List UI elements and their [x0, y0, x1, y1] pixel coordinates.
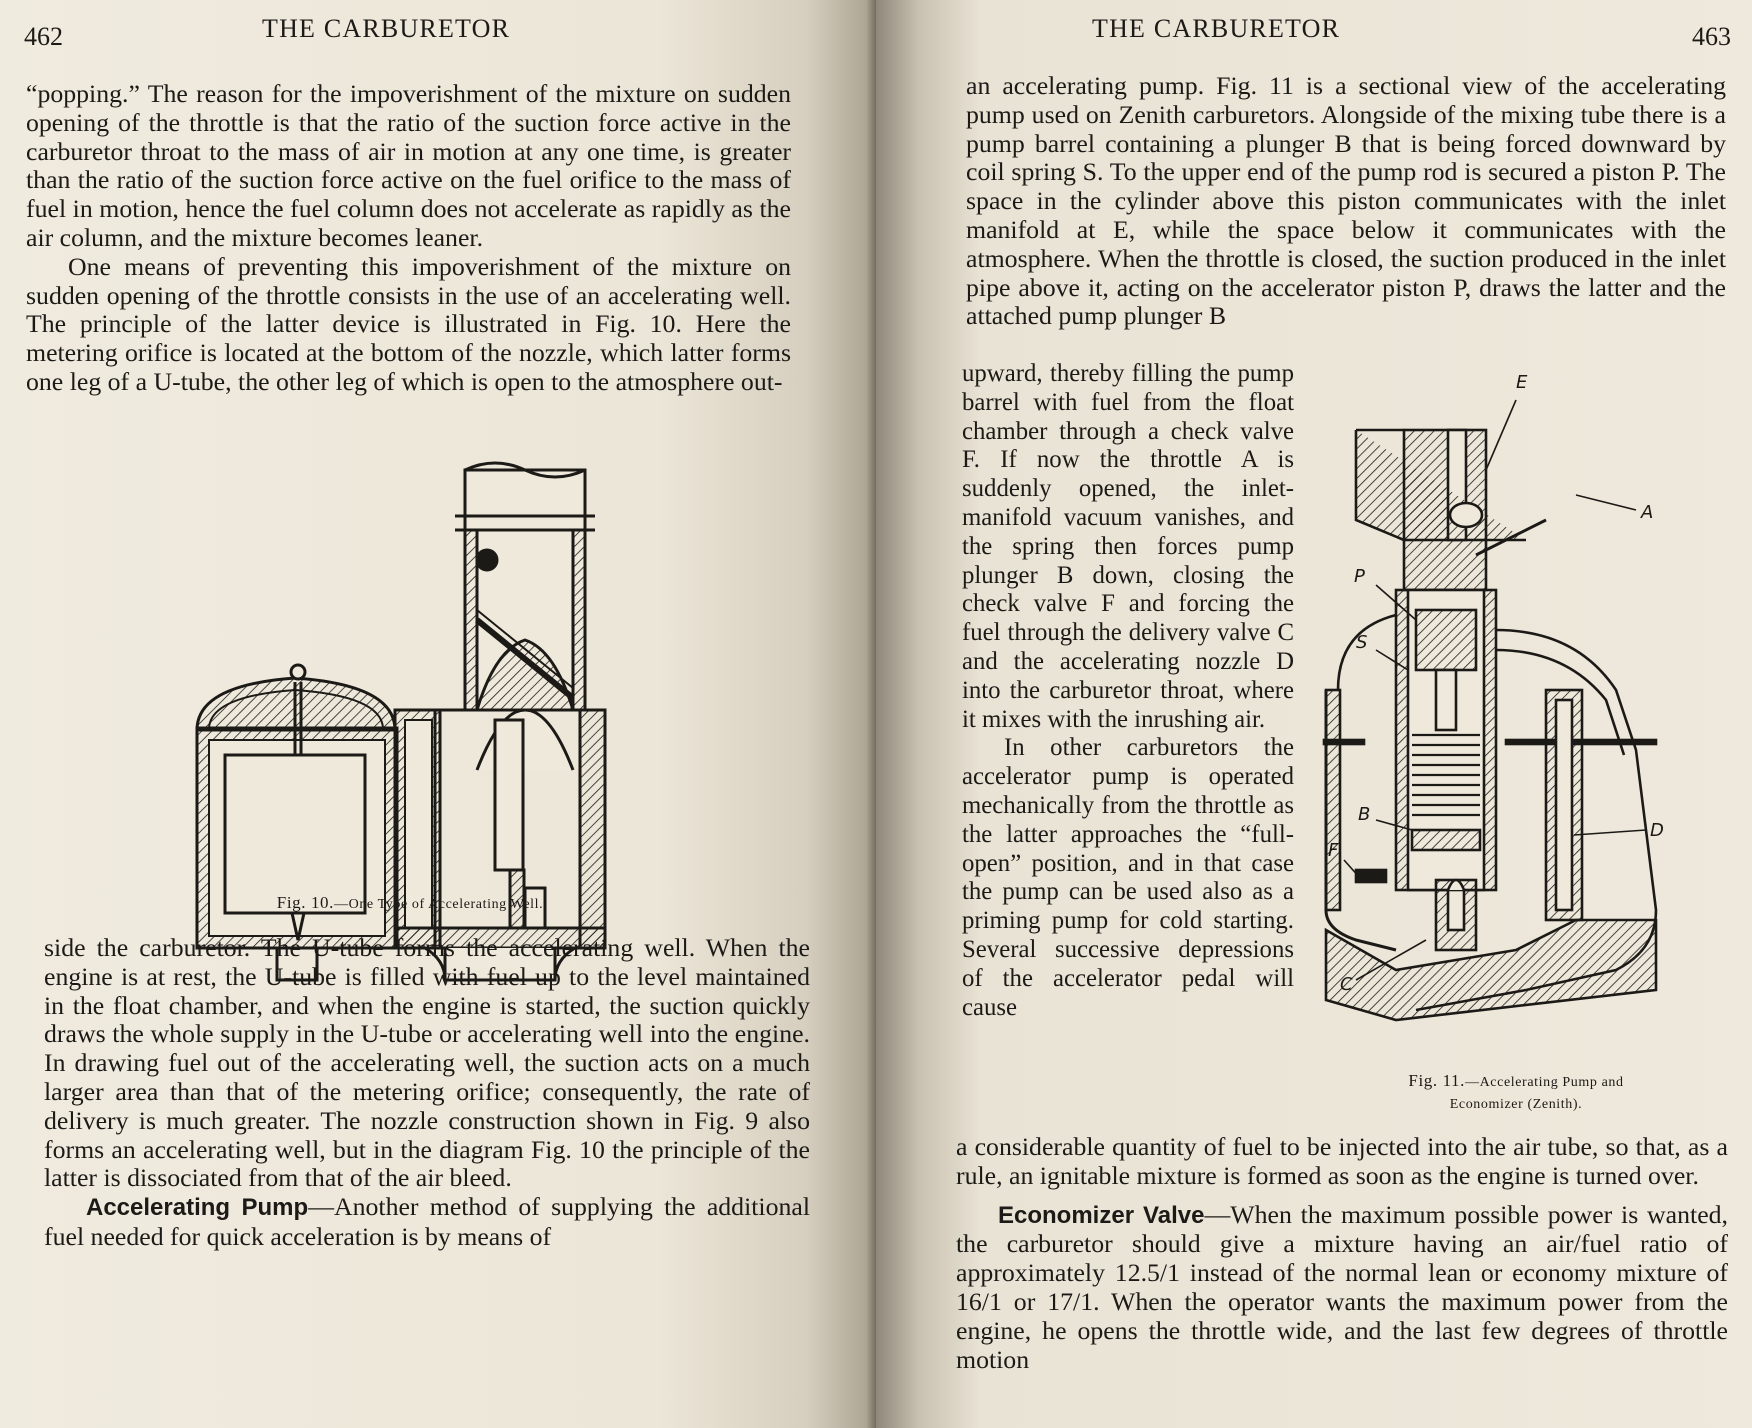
right-text-narrow-column — [962, 360, 1294, 1022]
fig10-caption-lead: Fig. 10. — [276, 893, 335, 912]
right-page-number: 463 — [1692, 22, 1731, 51]
left-text-block-bottom — [44, 934, 810, 1252]
left-page-number: 462 — [24, 22, 63, 51]
right-paragraph-2-narrow: In other carburetors the accelerator pump is operated mechanically from the throttle as the latter approaches the “full-open” position, and in that case the pump can be used also as a priming pump for cold starting. Several successive depressions of the accelerator pedal will cause — [962, 734, 1294, 1021]
right-paragraph-1-top: an accelerating pump. Fig. 11 is a sectional view of the accelerating pump used on Zenith carburetors. Alongside of the mixing tube there is a pump barrel containing a plunger B that is being forced downward by coil spring S. To the upper end of the pump rod is secured a piston P. The space in the cylinder above this piston communicates with the inlet manifold at E, while the space below it communicates with the atmosphere. When the throttle is closed, the suction produced in the inlet pipe above it, acting on the accelerator piston P, draws the latter and the attached pump plunger B — [966, 71, 1726, 331]
right-paragraph-2-wide: a considerable quantity of fuel to be injected into the air tube, so that, as a rule, an ignitable mixture is formed as soon as the engine is turned over. — [956, 1132, 1728, 1190]
left-paragraph-3: side the carburetor. The U-tube forms the accelerating well. When the engine is at rest, the U-tube is filled with fuel up to the level maintained in the float chamber, and when the engine is started, the suction quickly draws the whole supply in the U-tube or accelerating well into the engine. In drawing fuel out of the accelerating well, the suction acts on a much larger area than that of the metering orifice; consequently, the rate of delivery is much greater. The nozzle construction shown in Fig. 9 also forms an accelerating well, but in the diagram Fig. 10 the principle of the latter is dissociated from that of the air bleed. — [44, 933, 810, 1193]
left-paragraph-2: One means of preventing this impoverishment of the mixture on sudden opening of the throttle consists in the use of an accelerating well. The principle of the latter device is illustrated in Fig. 10. Here the metering orifice is located at the bottom of the nozzle, which latter forms one leg of a U-tube, the other leg of which is open to the atmosphere out- — [26, 251, 791, 396]
fig11-label-E: E — [1516, 372, 1528, 393]
fig10-caption — [160, 893, 660, 913]
right-running-head: THE CARBURETOR — [1092, 14, 1341, 43]
left-running-head: THE CARBURETOR — [262, 14, 511, 43]
fig11-caption — [1316, 1070, 1716, 1116]
fig11-caption-line-2: Economizer (Zenith). — [1449, 1097, 1583, 1112]
fig11-label-S: S — [1356, 632, 1368, 653]
fig11-caption-line-1 — [1316, 1070, 1716, 1094]
right-page — [876, 0, 1752, 1428]
fig11-caption-text: —Accelerating Pump and — [1465, 1075, 1624, 1090]
left-text-block-top — [26, 80, 791, 397]
economizer-valve-text: —When the maximum possible power is wanted, the carburetor should give a mixture having an air/fuel ratio of approximately 12.5/1 instead of the normal lean or economy mixture of 16/1 or 17/1. When the operator wants the maximum power from the engine, he opens the throttle wide, and the last few degrees of throttle motion — [956, 1199, 1728, 1374]
fig11-label-A: A — [1641, 502, 1654, 523]
right-paragraph-3 — [956, 1201, 1728, 1375]
left-paragraph-1: “popping.” The reason for the impoverishment of the mixture on sudden opening of the throttle is that the ratio of the suction force active in the carburetor throat to the mass of air in motion at any one time, is greater than the ratio of the suction force active on the fuel orifice to the mass of fuel in motion, hence the fuel column does not accelerate as rapidly as the air column, and the mixture becomes leaner. — [26, 79, 791, 252]
accelerating-pump-heading: Accelerating Pump — [86, 1194, 309, 1222]
fig11-caption-lead: Fig. 11. — [1408, 1071, 1465, 1090]
fig11-label-P: P — [1354, 566, 1365, 587]
fig10-caption-text: —One Type of Accelerating Well. — [334, 897, 544, 912]
right-text-block-top — [966, 72, 1726, 331]
fig11-label-F: F — [1328, 840, 1339, 861]
economizer-valve-heading: Economizer Valve — [998, 1201, 1205, 1229]
fig11-accelerating-pump-diagram — [1316, 372, 1716, 1020]
left-paragraph-4 — [44, 1193, 810, 1252]
fig11-label-C: C — [1340, 974, 1353, 995]
right-paragraph-1-narrow: upward, thereby filling the pump barrel with fuel from the float chamber through a check valve F. If now the throttle A is suddenly opened, the inlet-manifold vacuum vanishes, and the spring then forces pump plunger B down, closing the check valve F and forcing the fuel through the delivery valve C and the accelerating nozzle D into the carburetor throat, where it mixes with the inrushing air. — [962, 360, 1294, 733]
fig11-label-D: D — [1650, 820, 1664, 841]
fig11-label-B: B — [1358, 804, 1371, 825]
accelerating-pump-text: —Another method of supplying the additional fuel needed for quick acceleration is by means of — [44, 1192, 810, 1251]
right-text-block-bottom — [956, 1133, 1728, 1374]
